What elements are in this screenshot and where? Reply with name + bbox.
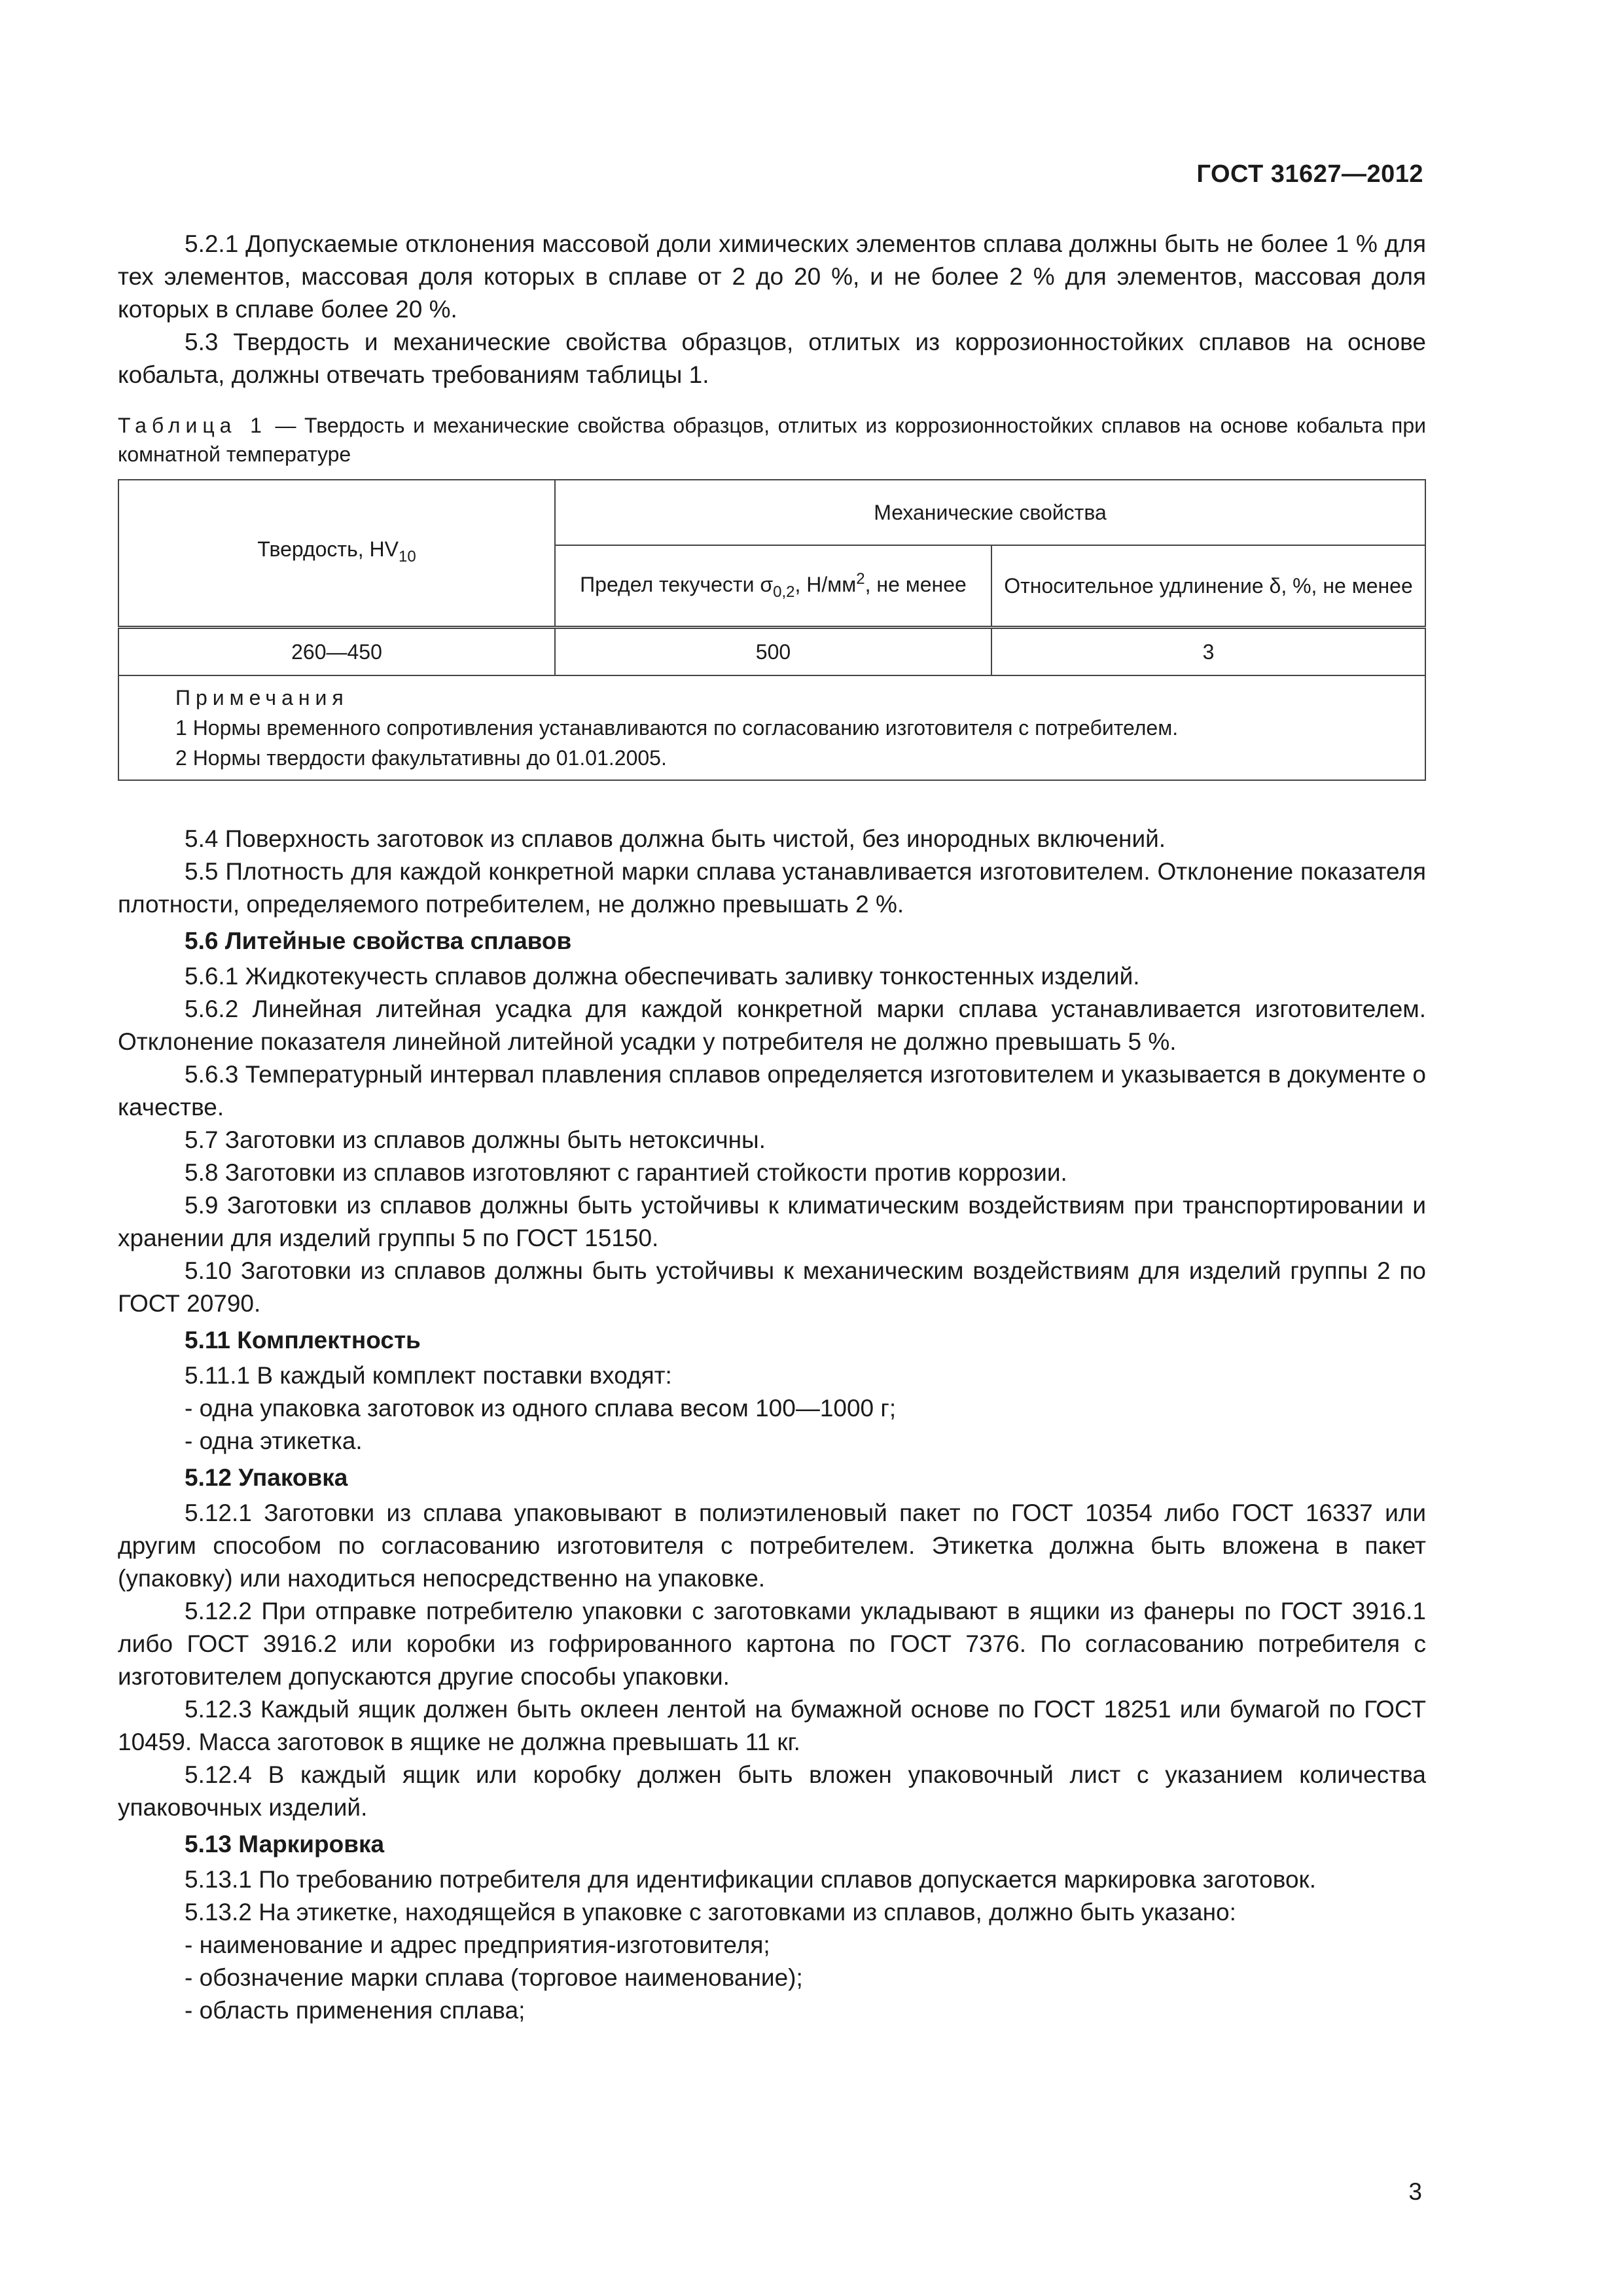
section-heading: 5.6 Литейные свойства сплавов [185,927,572,954]
header-elongation: Относительное удлинение δ, %, не менее [991,545,1425,628]
table-caption-text: — Твердость и механические свойства образцов, отлитых из коррозионностойких сплавов на основе кобальта при комнатной температуре [118,414,1426,466]
paragraph: - обозначение марки сплава (торговое наименование); [185,1964,803,1991]
paragraph: - область применения сплава; [185,1997,526,2024]
paragraph: 5.12.3 Каждый ящик должен быть оклеен лентой на бумажной основе по ГОСТ 18251 или бумагой по ГОСТ 10459. Масса заготовок в ящике не должна превышать 11 кг. [118,1696,1426,1755]
header-mechanical-properties: Механические свойства [555,480,1425,545]
paragraph: 5.11.1 В каждый комплект поставки входят: [185,1362,672,1389]
paragraph: - одна упаковка заготовок из одного сплава весом 100—1000 г; [185,1395,897,1422]
paragraph: 5.12.2 При отправке потребителю упаковки с заготовками укладывают в ящики из фанеры по ГОСТ 3916.1 либо ГОСТ 3916.2 или коробки из гофрированного картона по ГОСТ 7376. По согласованию потребителя с изготовителем допускаются другие способы упаковки. [118,1598,1426,1690]
section-heading: 5.12 Упаковка [185,1464,348,1491]
note-2: 2 Нормы твердости факультативны до 01.01.2005. [175,746,667,770]
paragraph: 5.10 Заготовки из сплавов должны быть устойчивы к механическим воздействиям для изделий группы 2 по ГОСТ 20790. [118,1257,1426,1317]
paragraph: - одна этикетка. [185,1427,363,1454]
sections-after-table [118,823,1426,2027]
notes-title: Примечания [175,686,349,709]
paragraph: 5.4 Поверхность заготовок из сплавов должна быть чистой, без инородных включений. [185,825,1166,852]
paragraph: 5.9 Заготовки из сплавов должны быть устойчивы к климатическим воздействиям при транспортировании и хранении для изделий группы 5 по ГОСТ 15150. [118,1192,1426,1251]
cell-elongation: 3 [991,628,1425,676]
header-hardness: Твердость, $HV_{10}$ [118,480,555,628]
paragraph: 5.6.3 Температурный интервал плавления сплавов определяется изготовителем и указывается в документе о качестве. [118,1061,1426,1121]
header-yield-strength: Предел текучести $\sigma_{0,2}$, $Н/мм^2$, не менее [555,545,991,628]
paragraph: - наименование и адрес предприятия-изготовителя; [185,1931,770,1958]
paragraph: 5.7 Заготовки из сплавов должны быть нетоксичны. [185,1126,766,1153]
paragraph: 5.5 Плотность для каждой конкретной марки сплава устанавливается изготовителем. Отклонение показателя плотности, определяемого потребителем, не должно превышать 2 %. [118,858,1426,918]
paragraph: 5.13.2 На этикетке, находящейся в упаковке с заготовками из сплавов, должно быть указано: [185,1899,1236,1926]
document-code: ГОСТ 31627—2012 [1196,160,1423,188]
paragraph: 5.6.2 Линейная литейная усадка для каждой конкретной марки сплава устанавливается изготовителем. Отклонение показателя линейной литейной усадки у потребителя не должно превышать 5 %. [118,996,1426,1055]
table-notes [118,675,1425,780]
properties-table [118,479,1426,781]
section-heading: 5.11 Комплектность [185,1327,421,1354]
paragraph: 5.6.1 Жидкотекучесть сплавов должна обеспечивать заливку тонкостенных изделий. [185,963,1140,990]
table-caption-label: Таблица 1 [118,414,267,437]
cell-yield: 500 [555,628,991,676]
paragraph: 5.13.1 По требованию потребителя для идентификации сплавов допускается маркировка заготовок. [185,1866,1317,1893]
table-caption [118,411,1426,469]
paragraph-5-2-1: 5.2.1 Допускаемые отклонения массовой доли химических элементов сплава должны быть не более 1 % для тех элементов, массовая доля которых в сплаве от 2 до 20 %, и не более 2 % для элементов, массовая доля которых в сплаве более 20 %. [118,230,1426,323]
paragraph-5-3: 5.3 Твердость и механические свойства образцов, отлитых из коррозионностойких сплавов на основе кобальта, должны отвечать требованиям таблицы 1. [118,329,1426,388]
section-heading: 5.13 Маркировка [185,1831,385,1857]
document-body [118,228,1426,2027]
paragraph: 5.8 Заготовки из сплавов изготовляют с гарантией стойкости против коррозии. [185,1159,1067,1186]
paragraph: 5.12.1 Заготовки из сплава упаковывают в полиэтиленовый пакет по ГОСТ 10354 либо ГОСТ 16337 или другим способом по согласованию изготовителя с потребителем. Этикетка должна быть вложена в пакет (упаковку) или находиться непосредственно на упаковке. [118,1499,1426,1592]
page-number: 3 [1408,2178,1422,2205]
paragraph: 5.12.4 В каждый ящик или коробку должен быть вложен упаковочный лист с указанием количества упаковочных изделий. [118,1761,1426,1821]
note-1: 1 Нормы временного сопротивления устанавливаются по согласованию изготовителя с потребителем. [175,716,1179,740]
cell-hardness: 260—450 [118,628,555,676]
